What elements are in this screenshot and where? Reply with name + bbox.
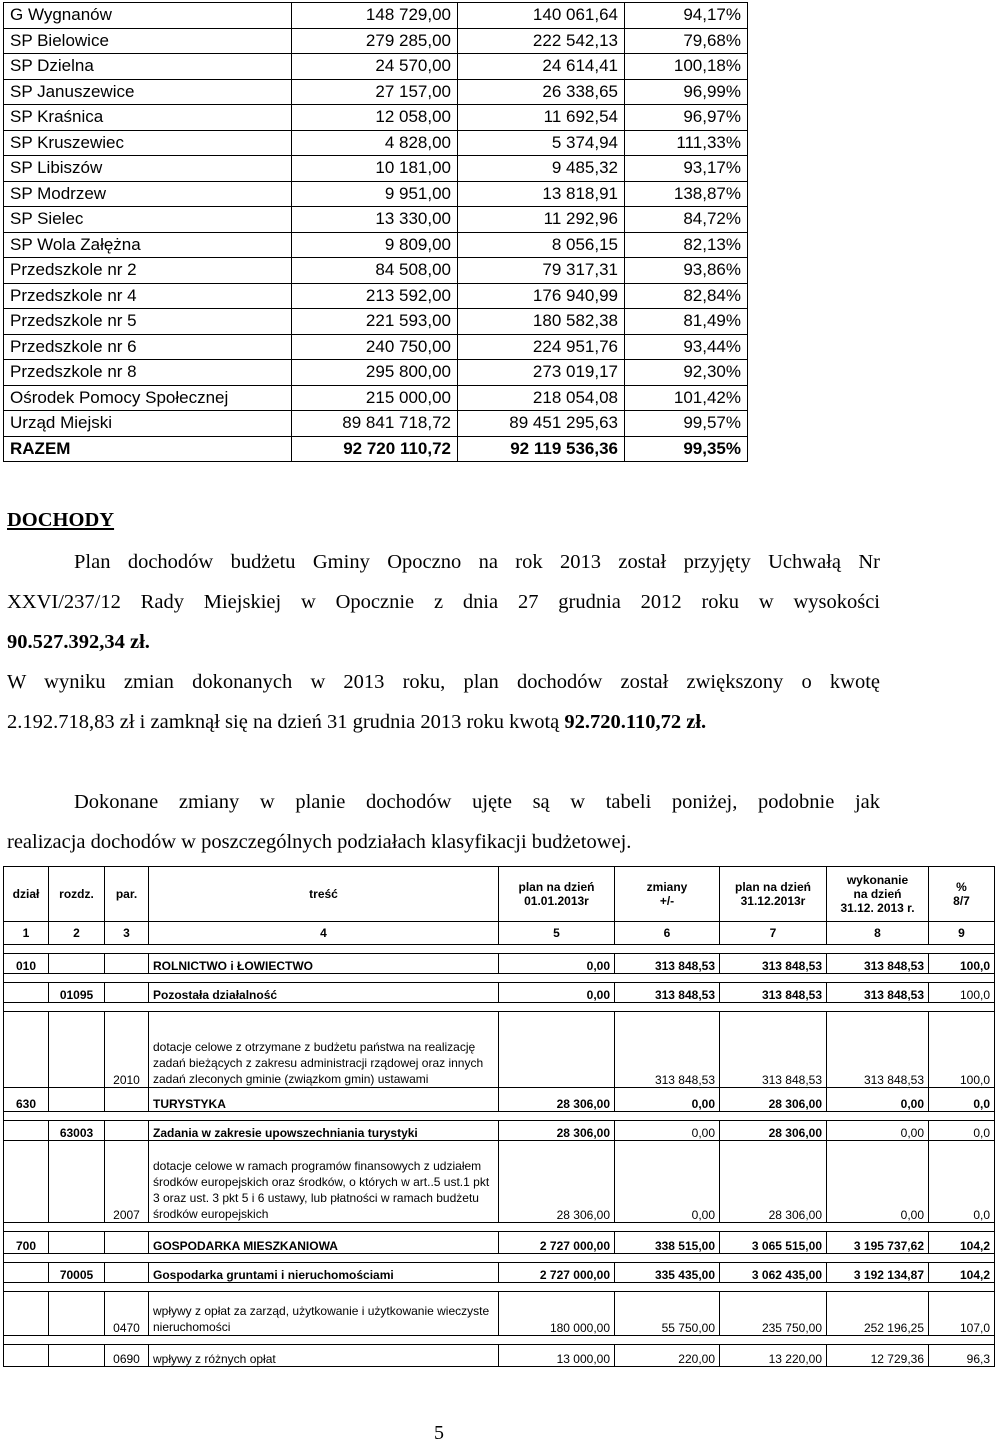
- cell-wykonanie: 0,00: [827, 1121, 929, 1141]
- table-row-par-0690: [4, 1345, 995, 1367]
- column-index: 7: [720, 922, 827, 945]
- cell-wykonanie: 313 848,53: [827, 954, 929, 974]
- cell-plan-end: 313 848,53: [720, 954, 827, 974]
- table-row: [4, 130, 748, 156]
- cell-plan: 9 809,00: [292, 232, 458, 258]
- cell-plan-start: 28 306,00: [499, 1088, 615, 1112]
- table-row: [4, 283, 748, 309]
- cell-percent: 99,35%: [625, 436, 748, 462]
- cell-plan: 215 000,00: [292, 385, 458, 411]
- cell-wykonanie: 180 582,38: [458, 309, 625, 335]
- cell-unit-name: SP Kruszewiec: [4, 130, 292, 156]
- cell-percent: 101,42%: [625, 385, 748, 411]
- cell-plan: 89 841 718,72: [292, 411, 458, 437]
- header-wyk-line-3: 31.12. 2013 r.: [840, 901, 915, 915]
- table-row: [4, 105, 748, 131]
- table-row-par-0470: [4, 1292, 995, 1336]
- cell-percent: 96,99%: [625, 79, 748, 105]
- cell-par: 0470: [105, 1292, 149, 1336]
- cell-wykonanie: 0,00: [827, 1141, 929, 1223]
- cell-tresc: Zadania w zakresie upowszechniania turystyki: [149, 1121, 499, 1141]
- cell-zmiany: 335 435,00: [615, 1263, 720, 1283]
- cell-plan-end: 3 062 435,00: [720, 1263, 827, 1283]
- cell-wykonanie: 5 374,94: [458, 130, 625, 156]
- header-wyk-line-1: wykonanie: [846, 873, 909, 887]
- cell-wykonanie: 176 940,99: [458, 283, 625, 309]
- cell-plan-end: 28 306,00: [720, 1121, 827, 1141]
- cell-tresc: GOSPODARKA MIESZKANIOWA: [149, 1232, 499, 1254]
- cell-dzial: [4, 1121, 49, 1141]
- header-plan-start: [499, 867, 615, 922]
- header-rozdz: rozdz.: [49, 867, 105, 922]
- cell-rozdz: [49, 1345, 105, 1367]
- cell-wykonanie: 3 195 737,62: [827, 1232, 929, 1254]
- header-plan-start-line-2: 01.01.2013r: [524, 894, 589, 908]
- cell-zmiany: 220,00: [615, 1345, 720, 1367]
- closing-amount: 92.720.110,72 zł.: [564, 711, 707, 733]
- table-row: [4, 334, 748, 360]
- row-spacer: [4, 974, 995, 983]
- cell-plan: 279 285,00: [292, 28, 458, 54]
- cell-plan-end: 28 306,00: [720, 1141, 827, 1223]
- table-row: [4, 360, 748, 386]
- cell-zmiany: 338 515,00: [615, 1232, 720, 1254]
- cell-unit-name: SP Januszewice: [4, 79, 292, 105]
- cell-tresc: dotacje celowe w ramach programów finansowych z udziałem środków europejskich oraz środków, o których w art..5 ust.1 pkt 3 oraz ust. 3 pkt 5 i 6 ustawy, lub płatności w ramach budżetu środków europejskich: [149, 1141, 499, 1223]
- column-index: 5: [499, 922, 615, 945]
- column-index: 1: [4, 922, 49, 945]
- paragraph-plan-line-2: XXVI/237/12 Rady Miejskiej w Opocznie z dnia 27 grudnia 2012 roku w wysokości: [7, 591, 880, 613]
- table-row: [4, 79, 748, 105]
- table-row: [4, 28, 748, 54]
- paragraph-plan-line-1: Plan dochodów budżetu Gminy Opoczno na rok 2013 został przyjęty Uchwałą Nr: [74, 551, 880, 573]
- header-pct-line-1: %: [956, 880, 967, 894]
- table-row-dzial-630: [4, 1088, 995, 1112]
- cell-plan: 295 800,00: [292, 360, 458, 386]
- cell-plan-end: 13 220,00: [720, 1345, 827, 1367]
- cell-wykonanie: 273 019,17: [458, 360, 625, 386]
- cell-zmiany: 313 848,53: [615, 983, 720, 1003]
- cell-percent: 93,17%: [625, 156, 748, 182]
- plan-amount: 90.527.392,34 zł.: [7, 631, 150, 653]
- cell-percent: 138,87%: [625, 181, 748, 207]
- cell-percent: 99,57%: [625, 411, 748, 437]
- paragraph-change-line-2: [7, 702, 880, 742]
- cell-unit-name: Przedszkole nr 6: [4, 334, 292, 360]
- header-par: par.: [105, 867, 149, 922]
- header-zmiany-line-1: zmiany: [646, 880, 688, 894]
- column-index: 4: [149, 922, 499, 945]
- cell-wykonanie: 313 848,53: [827, 1012, 929, 1088]
- table-row: [4, 309, 748, 335]
- cell-percent: 100,0: [929, 954, 995, 974]
- cell-plan: 10 181,00: [292, 156, 458, 182]
- cell-rozdz: [49, 1232, 105, 1254]
- column-index: 8: [827, 922, 929, 945]
- cell-percent: 100,0: [929, 983, 995, 1003]
- cell-percent: 100,0: [929, 1012, 995, 1088]
- cell-plan-start: 180 000,00: [499, 1292, 615, 1336]
- table-row: [4, 385, 748, 411]
- cell-wykonanie: 9 485,32: [458, 156, 625, 182]
- cell-unit-name: Ośrodek Pomocy Społecznej: [4, 385, 292, 411]
- cell-unit-name: SP Kraśnica: [4, 105, 292, 131]
- cell-tresc: ROLNICTWO i ŁOWIECTWO: [149, 954, 499, 974]
- cell-percent: 93,86%: [625, 258, 748, 284]
- cell-percent: 111,33%: [625, 130, 748, 156]
- paragraph-change-line-1: W wyniku zmian dokonanych w 2013 roku, plan dochodów został zwiększony o kwotę: [7, 671, 880, 693]
- cell-percent: 94,17%: [625, 3, 748, 29]
- cell-plan: 148 729,00: [292, 3, 458, 29]
- cell-par: [105, 1232, 149, 1254]
- section-heading: DOCHODY: [7, 509, 115, 531]
- cell-plan: 27 157,00: [292, 79, 458, 105]
- cell-plan: 4 828,00: [292, 130, 458, 156]
- cell-wykonanie: 252 196,25: [827, 1292, 929, 1336]
- cell-tresc: wpływy z różnych opłat: [149, 1345, 499, 1367]
- cell-plan: 240 750,00: [292, 334, 458, 360]
- cell-unit-name: SP Sielec: [4, 207, 292, 233]
- row-spacer: [4, 1336, 995, 1345]
- row-spacer: [4, 945, 995, 954]
- cell-zmiany: 0,00: [615, 1141, 720, 1223]
- row-spacer: [4, 1223, 995, 1232]
- cell-plan: 24 570,00: [292, 54, 458, 80]
- cell-dzial: [4, 1012, 49, 1088]
- page-number: 5: [434, 1422, 444, 1444]
- cell-rozdz: [49, 954, 105, 974]
- cell-wykonanie: 224 951,76: [458, 334, 625, 360]
- cell-dzial: 010: [4, 954, 49, 974]
- cell-zmiany: 55 750,00: [615, 1292, 720, 1336]
- header-plan-end-line-1: plan na dzień: [734, 880, 811, 894]
- table-row-par-2007: [4, 1141, 995, 1223]
- header-wyk-line-2: na dzień: [853, 887, 902, 901]
- table-row: [4, 258, 748, 284]
- cell-percent: 84,72%: [625, 207, 748, 233]
- cell-par: [105, 1088, 149, 1112]
- table-row-rozdz-70005: [4, 1263, 995, 1283]
- cell-rozdz: [49, 1088, 105, 1112]
- cell-rozdz: 70005: [49, 1263, 105, 1283]
- summary-table: [3, 2, 748, 462]
- cell-wykonanie: 26 338,65: [458, 79, 625, 105]
- cell-dzial: [4, 1292, 49, 1336]
- column-index-row: [4, 922, 995, 945]
- cell-unit-name: Przedszkole nr 4: [4, 283, 292, 309]
- cell-tresc: wpływy z opłat za zarząd, użytkowanie i użytkowanie wieczyste nieruchomości: [149, 1292, 499, 1336]
- cell-plan-start: 13 000,00: [499, 1345, 615, 1367]
- row-spacer: [4, 1003, 995, 1012]
- table-row: [4, 181, 748, 207]
- header-zmiany: [615, 867, 720, 922]
- table-row: [4, 54, 748, 80]
- cell-wykonanie: 13 818,91: [458, 181, 625, 207]
- cell-dzial: [4, 1141, 49, 1223]
- cell-percent: 100,18%: [625, 54, 748, 80]
- cell-plan-end: 235 750,00: [720, 1292, 827, 1336]
- cell-percent: 0,0: [929, 1141, 995, 1223]
- cell-plan: 213 592,00: [292, 283, 458, 309]
- column-index: 2: [49, 922, 105, 945]
- cell-plan-start: 2 727 000,00: [499, 1232, 615, 1254]
- cell-unit-name: Urząd Miejski: [4, 411, 292, 437]
- paragraph-table-intro-line-1: Dokonane zmiany w planie dochodów ujęte są w tabeli poniżej, podobnie jak: [74, 791, 880, 813]
- cell-plan-start: 0,00: [499, 954, 615, 974]
- table-row: [4, 232, 748, 258]
- cell-plan-start: 0,00: [499, 983, 615, 1003]
- row-spacer: [4, 1254, 995, 1263]
- cell-unit-name: G Wygnanów: [4, 3, 292, 29]
- paragraph-change-line-2-text: 2.192.718,83 zł i zamknął się na dzień 31 grudnia 2013 roku kwotą: [7, 711, 565, 733]
- cell-wykonanie: 24 614,41: [458, 54, 625, 80]
- table-row: [4, 3, 748, 29]
- cell-wykonanie: 222 542,13: [458, 28, 625, 54]
- cell-dzial: [4, 983, 49, 1003]
- cell-par: 2010: [105, 1012, 149, 1088]
- cell-unit-name: RAZEM: [4, 436, 292, 462]
- table-row: [4, 156, 748, 182]
- table-row-rozdz-01095: [4, 983, 995, 1003]
- cell-wykonanie: 79 317,31: [458, 258, 625, 284]
- cell-dzial: 630: [4, 1088, 49, 1112]
- cell-percent: 96,97%: [625, 105, 748, 131]
- cell-par: 0690: [105, 1345, 149, 1367]
- income-table: [3, 866, 995, 1367]
- paragraph-plan: [7, 542, 880, 662]
- cell-percent: 96,3: [929, 1345, 995, 1367]
- cell-wykonanie: 0,00: [827, 1088, 929, 1112]
- cell-wykonanie: 3 192 134,87: [827, 1263, 929, 1283]
- cell-par: [105, 954, 149, 974]
- cell-plan-end: 313 848,53: [720, 983, 827, 1003]
- paragraph-table-intro: [7, 782, 880, 862]
- cell-plan: 12 058,00: [292, 105, 458, 131]
- header-plan-end-line-2: 31.12.2013r: [740, 894, 806, 908]
- cell-plan-end: 28 306,00: [720, 1088, 827, 1112]
- cell-percent: 107,0: [929, 1292, 995, 1336]
- cell-wykonanie: 11 692,54: [458, 105, 625, 131]
- cell-plan: 9 951,00: [292, 181, 458, 207]
- header-tresc: treść: [149, 867, 499, 922]
- paragraph-table-intro-line-2: realizacja dochodów w poszczególnych podziałach klasyfikacji budżetowej.: [7, 831, 632, 853]
- cell-tresc: dotacje celowe z otrzymane z budżetu państwa na realizację zadań bieżących z zakresu administracji rządowej oraz innych zadań zleconych gminie (związkom gmin) ustawami: [149, 1012, 499, 1088]
- cell-unit-name: SP Modrzew: [4, 181, 292, 207]
- cell-percent: 0,0: [929, 1121, 995, 1141]
- cell-percent: 92,30%: [625, 360, 748, 386]
- header-plan-end: [720, 867, 827, 922]
- cell-plan-start: [499, 1012, 615, 1088]
- cell-zmiany: 0,00: [615, 1088, 720, 1112]
- cell-rozdz: 63003: [49, 1121, 105, 1141]
- column-index: 9: [929, 922, 995, 945]
- cell-wykonanie: 12 729,36: [827, 1345, 929, 1367]
- row-spacer: [4, 1283, 995, 1292]
- table-row-par-2010: [4, 1012, 995, 1088]
- cell-wykonanie: 92 119 536,36: [458, 436, 625, 462]
- cell-plan-start: 2 727 000,00: [499, 1263, 615, 1283]
- column-index: 3: [105, 922, 149, 945]
- cell-rozdz: [49, 1141, 105, 1223]
- cell-plan: 13 330,00: [292, 207, 458, 233]
- cell-unit-name: Przedszkole nr 2: [4, 258, 292, 284]
- cell-plan: 84 508,00: [292, 258, 458, 284]
- cell-rozdz: 01095: [49, 983, 105, 1003]
- cell-plan: 92 720 110,72: [292, 436, 458, 462]
- header-pct-line-2: 8/7: [953, 894, 970, 908]
- cell-par: [105, 983, 149, 1003]
- cell-percent: 0,0: [929, 1088, 995, 1112]
- cell-wykonanie: 8 056,15: [458, 232, 625, 258]
- cell-percent: 82,84%: [625, 283, 748, 309]
- cell-plan-end: 313 848,53: [720, 1012, 827, 1088]
- header-wykonanie: [827, 867, 929, 922]
- paragraph-change: [7, 662, 880, 742]
- cell-par: [105, 1263, 149, 1283]
- cell-wykonanie: 140 061,64: [458, 3, 625, 29]
- cell-rozdz: [49, 1292, 105, 1336]
- summary-total-row: [4, 436, 748, 462]
- cell-dzial: 700: [4, 1232, 49, 1254]
- cell-wykonanie: 313 848,53: [827, 983, 929, 1003]
- cell-percent: 82,13%: [625, 232, 748, 258]
- cell-par: [105, 1121, 149, 1141]
- cell-wykonanie: 11 292,96: [458, 207, 625, 233]
- header-zmiany-line-2: +/-: [659, 894, 675, 908]
- cell-unit-name: Przedszkole nr 8: [4, 360, 292, 386]
- cell-wykonanie: 89 451 295,63: [458, 411, 625, 437]
- cell-unit-name: SP Bielowice: [4, 28, 292, 54]
- table-row-dzial-010: [4, 954, 995, 974]
- cell-tresc: TURYSTYKA: [149, 1088, 499, 1112]
- table-row: [4, 411, 748, 437]
- paragraph-plan-amount: [7, 622, 880, 662]
- table-row: [4, 207, 748, 233]
- cell-dzial: [4, 1345, 49, 1367]
- header-percent: [929, 867, 995, 922]
- cell-plan-start: 28 306,00: [499, 1141, 615, 1223]
- cell-percent: 81,49%: [625, 309, 748, 335]
- summary-table-body: [4, 3, 748, 462]
- cell-plan-start: 28 306,00: [499, 1121, 615, 1141]
- income-table-header: [4, 867, 995, 922]
- cell-unit-name: Przedszkole nr 5: [4, 309, 292, 335]
- cell-unit-name: SP Libiszów: [4, 156, 292, 182]
- cell-percent: 104,2: [929, 1232, 995, 1254]
- cell-percent: 104,2: [929, 1263, 995, 1283]
- cell-unit-name: SP Wola Załężna: [4, 232, 292, 258]
- table-row-dzial-700: [4, 1232, 995, 1254]
- table-row-rozdz-63003: [4, 1121, 995, 1141]
- cell-plan: 221 593,00: [292, 309, 458, 335]
- cell-percent: 93,44%: [625, 334, 748, 360]
- cell-rozdz: [49, 1012, 105, 1088]
- cell-zmiany: 313 848,53: [615, 954, 720, 974]
- column-index: 6: [615, 922, 720, 945]
- cell-zmiany: 0,00: [615, 1121, 720, 1141]
- cell-zmiany: 313 848,53: [615, 1012, 720, 1088]
- cell-unit-name: SP Dzielna: [4, 54, 292, 80]
- cell-plan-end: 3 065 515,00: [720, 1232, 827, 1254]
- cell-dzial: [4, 1263, 49, 1283]
- row-spacer: [4, 1112, 995, 1121]
- header-plan-start-line-1: plan na dzień: [518, 880, 595, 894]
- cell-tresc: Gospodarka gruntami i nieruchomościami: [149, 1263, 499, 1283]
- cell-tresc: Pozostała działalność: [149, 983, 499, 1003]
- header-dzial: dział: [4, 867, 49, 922]
- cell-par: 2007: [105, 1141, 149, 1223]
- cell-wykonanie: 218 054,08: [458, 385, 625, 411]
- cell-percent: 79,68%: [625, 28, 748, 54]
